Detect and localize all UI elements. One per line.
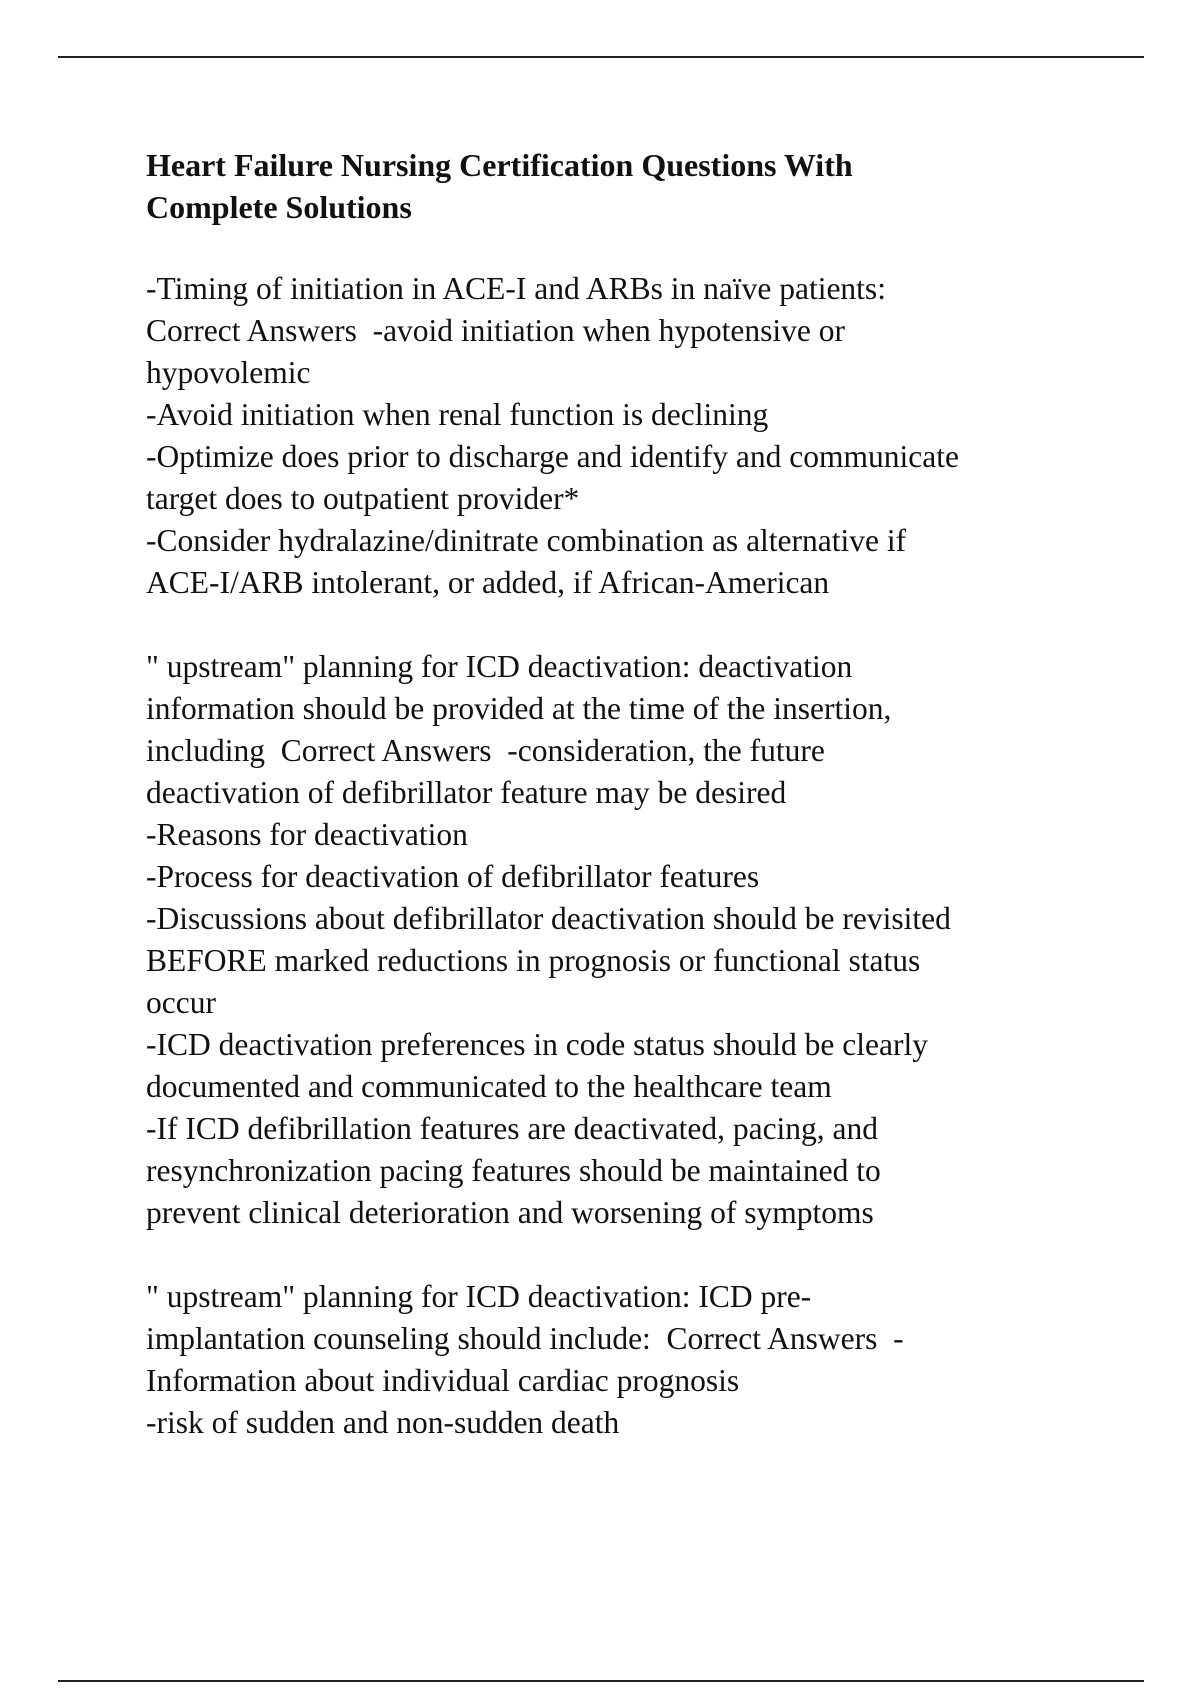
text-line: -ICD deactivation preferences in code status should be clearly (146, 1027, 928, 1062)
text-line: ACE-I/ARB intolerant, or added, if African-American (146, 565, 830, 600)
text-line: -Process for deactivation of defibrillator features (146, 859, 760, 894)
document-title: Heart Failure Nursing Certification Questions With Complete Solutions (146, 147, 853, 225)
text-line: Information about individual cardiac prognosis (146, 1363, 740, 1398)
text-line: resynchronization pacing features should be maintained to (146, 1153, 881, 1188)
text-line: -Timing of initiation in ACE-I and ARBs in naïve patients: (146, 271, 886, 306)
text-line: -Reasons for deactivation (146, 817, 468, 852)
text-line: target does to outpatient provider* (146, 481, 580, 516)
text-line: hypovolemic (146, 355, 311, 390)
text-line: information should be provided at the time of the insertion, (146, 691, 892, 726)
text-line: -risk of sudden and non-sudden death (146, 1405, 620, 1440)
text-line: deactivation of defibrillator feature may be desired (146, 775, 787, 810)
text-line: implantation counseling should include: Correct Answers - (146, 1321, 904, 1356)
text-line: BEFORE marked reductions in prognosis or functional status (146, 943, 921, 978)
text-line: prevent clinical deterioration and worsening of symptoms (146, 1195, 874, 1230)
text-line: -Discussions about defibrillator deactivation should be revisited (146, 901, 951, 936)
qa-block-1 (146, 268, 1106, 604)
text-line: occur (146, 985, 216, 1020)
text-line: including Correct Answers -consideration, the future (146, 733, 825, 768)
qa-block-3 (146, 1276, 1106, 1444)
text-line: Correct Answers -avoid initiation when hypotensive or (146, 313, 845, 348)
text-line: -Consider hydralazine/dinitrate combination as alternative if (146, 523, 907, 558)
text-line: -If ICD defibrillation features are deactivated, pacing, and (146, 1111, 879, 1146)
top-divider (58, 56, 1144, 58)
text-line: -Optimize does prior to discharge and identify and communicate (146, 439, 959, 474)
text-line: documented and communicated to the healthcare team (146, 1069, 832, 1104)
text-line: " upstream" planning for ICD deactivation: deactivation (146, 649, 853, 684)
qa-block-2 (146, 646, 1106, 1234)
text-line: " upstream" planning for ICD deactivation: ICD pre- (146, 1279, 812, 1314)
document-body (146, 144, 1106, 1486)
bottom-divider (58, 1680, 1144, 1682)
text-line: -Avoid initiation when renal function is declining (146, 397, 769, 432)
